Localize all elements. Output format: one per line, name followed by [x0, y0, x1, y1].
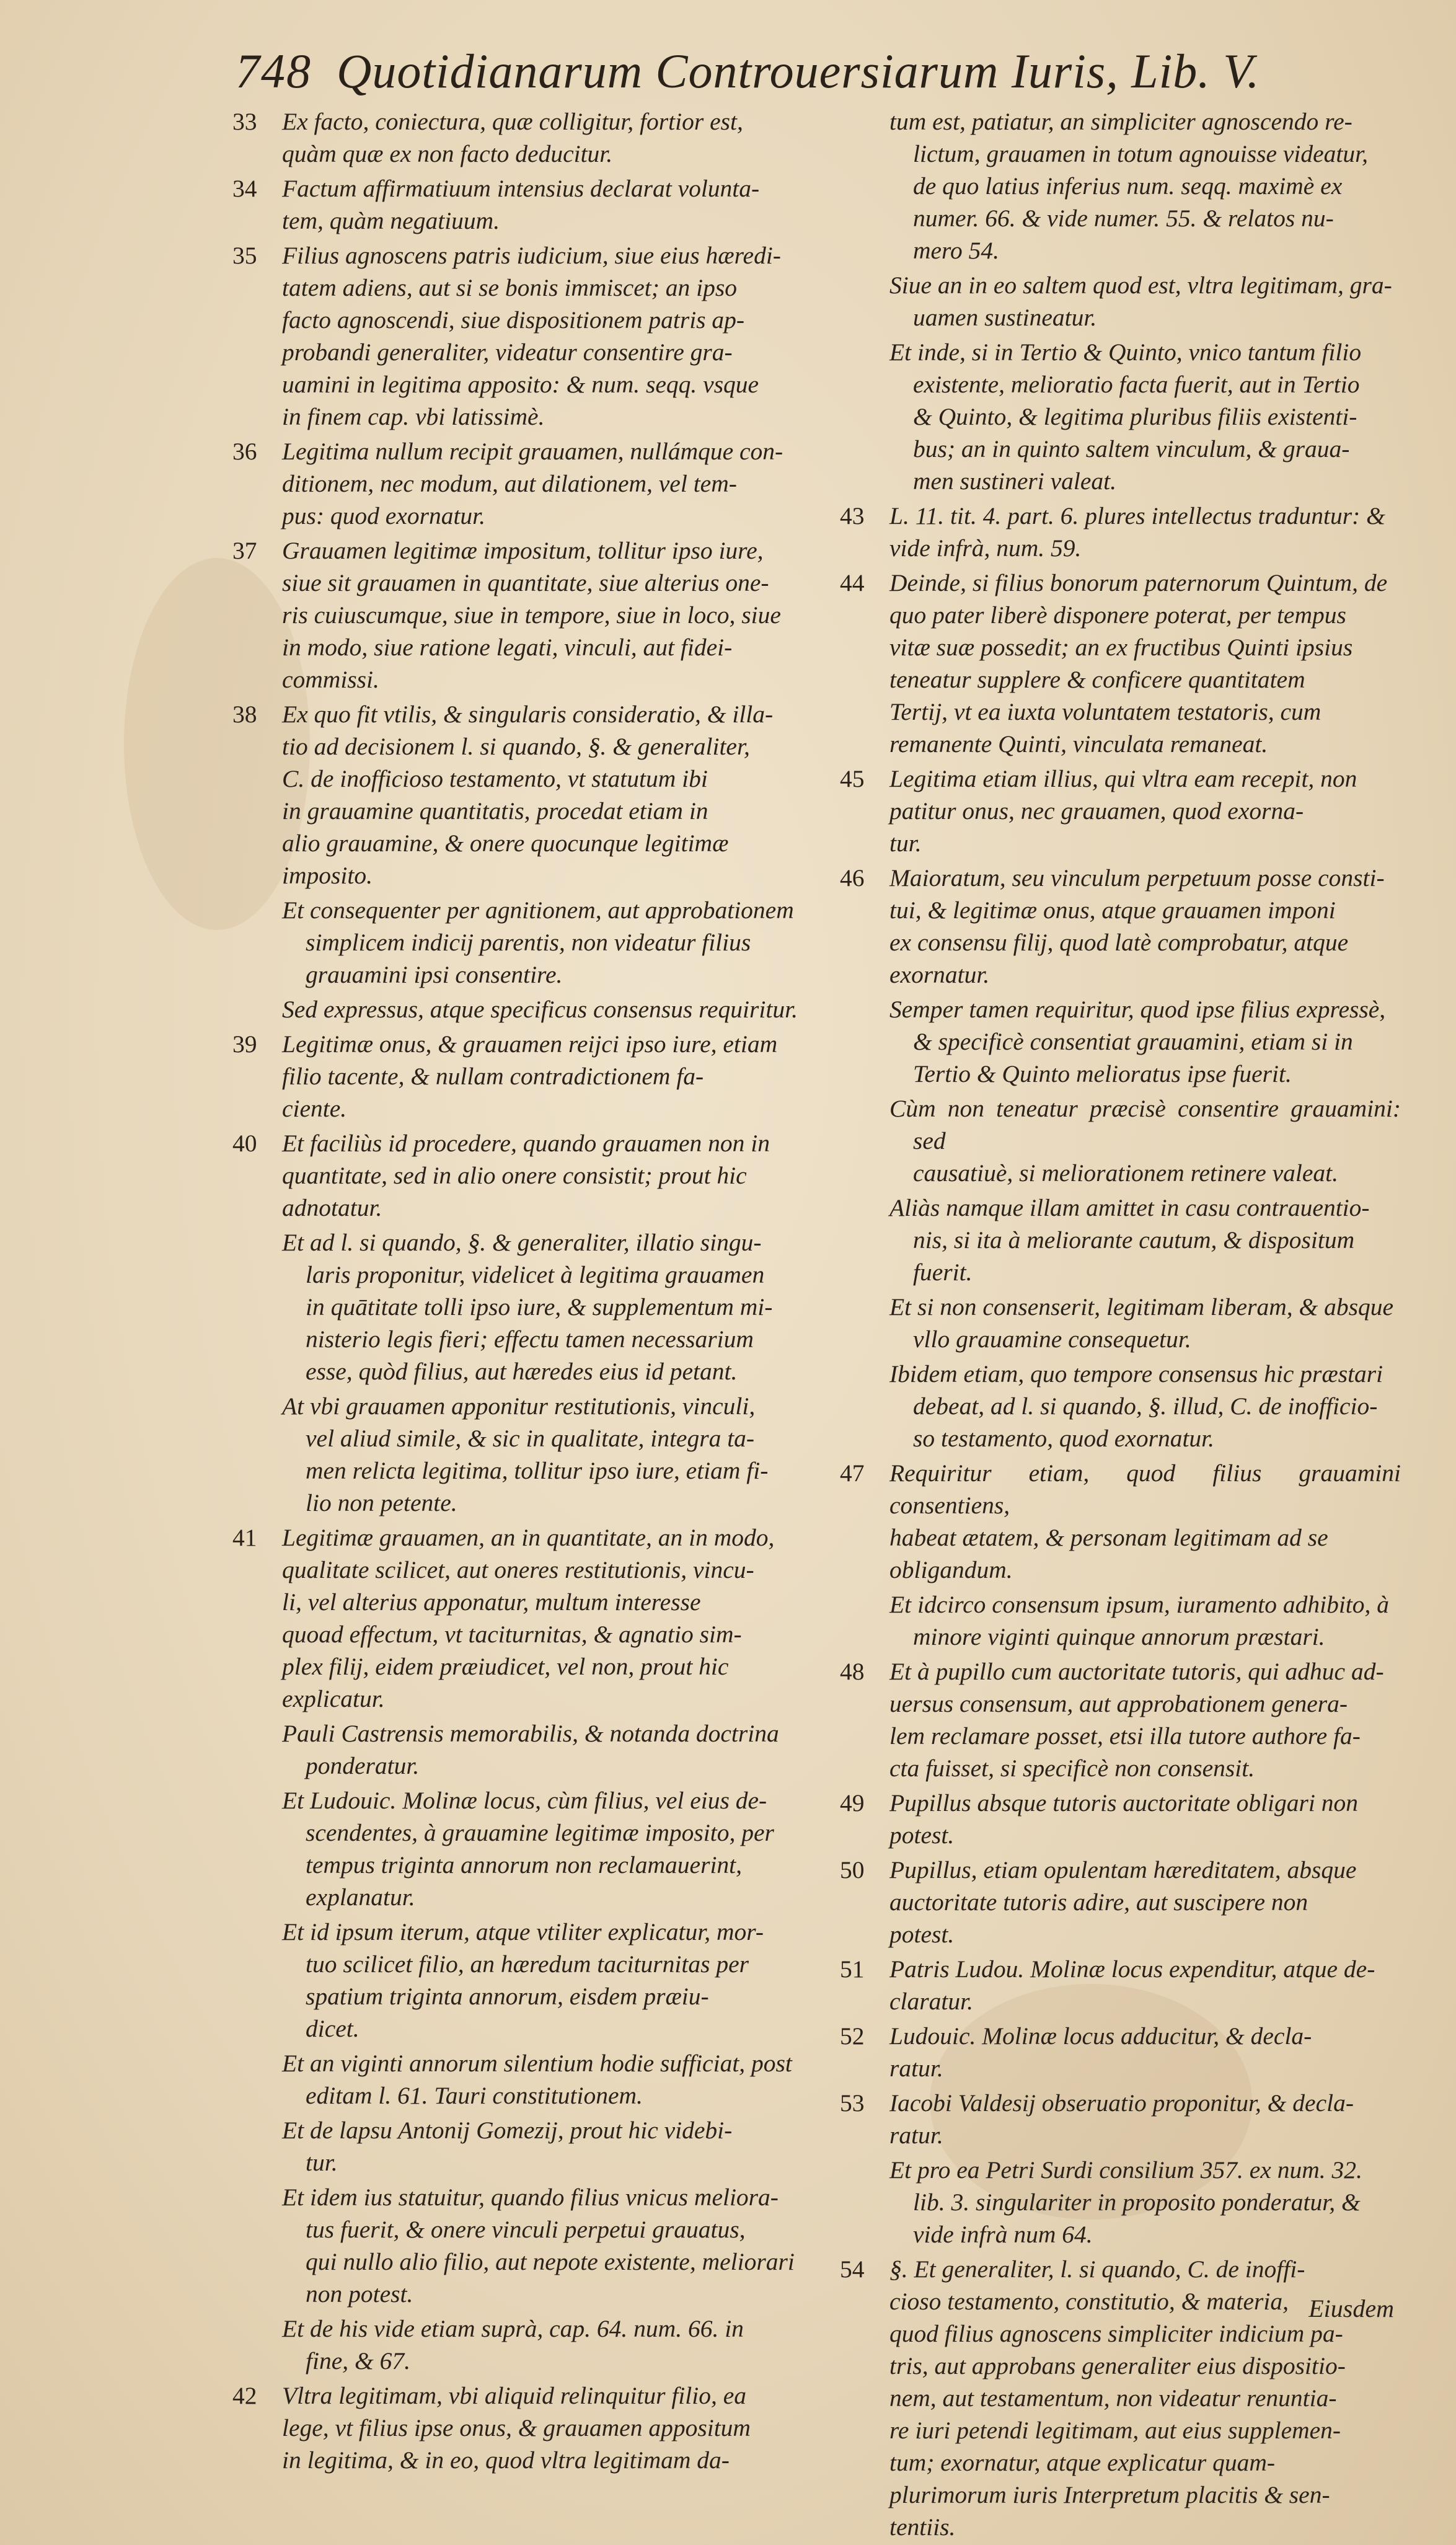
entry-text: Et Ludouic. Molinæ locus, cùm filius, vel eius de- scendentes, à grauamine legitimæ imposito, per tempus triginta annorum non reclamauerint, explanatur. [282, 1787, 774, 1911]
entry-number [232, 2313, 282, 2377]
entry-text: Semper tamen requiritur, quod ipse filius expressè, & specificè consentiat grauamini, etiam si in Tertio & Quinto melioratus ipse fuerit. [889, 996, 1386, 1087]
catchword: Eiusdem [1308, 2295, 1394, 2322]
entry-text: Et si non consenserit, legitimam liberam, & absque vllo grauamine consequetur. [889, 1293, 1393, 1353]
entry-text: Et inde, si in Tertio & Quinto, vnico tantum filio existente, melioratio facta fuerit, aut in Tertio & Quinto, & legitima pluribus filiis existenti- bus; an in quinto saltem vinculum, & graua- men sustineri valeat. [889, 339, 1362, 495]
entry-number [840, 1291, 889, 1355]
entry-text: Ex quo fit vtilis, & singularis consideratio, & illa- tio ad decisionem l. si quando, §. & generaliter, C. de inofficioso testamento, vt statutum ibi in grauamine quantitatis, procedat etiam in alio grauamine, & onere quocunque legitimæ imposito. [282, 701, 774, 889]
entry-text: Et consequenter per agnitionem, aut approbationem simplicem indicij parentis, non videatur filius grauamini ipsi consentire. [282, 896, 794, 988]
entry-text: Legitimæ grauamen, an in quantitate, an in modo, qualitate scilicet, aut oneres restitutionis, vincu- li, vel alterius apponatur, multum interesse quoad effectum, vt taciturnitas, & agnatio sim- plex filij, eidem præiudicet, vel non, prout hic explicatur. [282, 1524, 775, 1712]
entry-text: Legitima etiam illius, qui vltra eam recepit, non patitur onus, nec grauamen, quod exorna- tur. [889, 765, 1357, 857]
summary-entry [840, 862, 1401, 991]
summary-entry [232, 1127, 809, 1224]
entry-number [840, 1092, 889, 1189]
running-title: Quotidianarum Controuersiarum Iuris, Lib. V. [337, 44, 1260, 98]
entry-text: Iacobi Valdesij obseruatio proponitur, & decla- ratur. [889, 2089, 1354, 2149]
summary-entry [232, 1521, 809, 1715]
entry-text: L. 11. tit. 4. part. 6. plures intellectus traduntur: & vide infrà, num. 59. [889, 502, 1385, 562]
entry-text: Filius agnoscens patris iudicium, siue eius hæredi- tatem adiens, aut si se bonis immiscet; an ipso facto agnoscendi, siue dispositionem patris ap- probandi generaliter, videatur consentire gra- uamini in legitima apposito: & num. seqq. vsque in finem cap. vbi latissimè. [282, 242, 781, 430]
summary-entry [232, 993, 809, 1025]
entry-text: Maioratum, seu vinculum perpetuum posse consti- tui, & legitimæ onus, atque grauamen imponi ex consensu filij, quod latè comprobatur, atque exornatur. [889, 864, 1385, 988]
summary-entry [840, 1192, 1401, 1288]
entry-number: 33 [232, 108, 257, 135]
entry-text: Siue an in eo saltem quod est, vltra legitimam, gra- uamen sustineatur. [889, 272, 1392, 331]
entry-number [840, 2154, 889, 2251]
summary-entry [232, 698, 809, 892]
summary-entry [232, 105, 809, 170]
entry-number: 41 [232, 1524, 257, 1551]
summary-entry [840, 105, 1401, 267]
summary-entry [232, 2114, 809, 2179]
summary-entry [840, 763, 1401, 859]
summary-entry [232, 1028, 809, 1125]
entry-number [232, 1226, 282, 1388]
summary-entry [840, 1588, 1401, 1653]
entry-number: 35 [232, 242, 257, 269]
entry-number [232, 1916, 282, 2045]
summary-entry [232, 1916, 809, 2045]
entry-number [840, 1358, 889, 1454]
summary-entry [840, 269, 1401, 334]
entry-number [232, 1717, 282, 1782]
entry-text: Factum affirmatiuum intensius declarat volunta- tem, quàm negatiuum. [282, 175, 760, 234]
entry-number: 49 [840, 1789, 865, 1817]
summary-entry [232, 1226, 809, 1388]
entry-number: 46 [840, 864, 865, 892]
entry-number [840, 1588, 889, 1653]
summary-entry [840, 2154, 1401, 2251]
summary-entry [840, 1655, 1401, 1784]
entry-number [232, 894, 282, 991]
entry-number [840, 1192, 889, 1288]
entry-number [232, 2047, 282, 2112]
entry-text: Legitimæ onus, & grauamen reijci ipso iure, etiam filio tacente, & nullam contradictionem fa- ciente. [282, 1030, 778, 1122]
entry-text: tum est, patiatur, an simpliciter agnoscendo re- lictum, grauamen in totum agnouisse videatur, de quo latius inferius num. seqq. maximè ex numer. 66. & vide numer. 55. & relatos nu- mero 54. [889, 108, 1368, 264]
summary-entry [232, 2047, 809, 2112]
entry-text: Et an viginti annorum silentium hodie sufficiat, post editam l. 61. Tauri constitutionem. [282, 2050, 792, 2109]
summary-entry [840, 2020, 1401, 2084]
entry-text: Pauli Castrensis memorabilis, & notanda doctrina ponderatur. [282, 1720, 779, 1779]
summary-entry [232, 1717, 809, 1782]
entry-text: Et de lapsu Antonij Gomezij, prout hic videbi- tur. [282, 2117, 733, 2176]
summary-entry [232, 172, 809, 237]
entry-text: Et à pupillo cum auctoritate tutoris, qui adhuc ad- uersus consensum, aut approbationem genera- lem reclamare posset, etsi illa tutore authore fa- cta fuisset, si specificè non consensit. [889, 1658, 1384, 1782]
entry-text: Cùm non teneatur præcisè consentire grauamini: sed causatiuè, si meliorationem retinere valeat. [889, 1095, 1401, 1187]
left-column [232, 105, 809, 2479]
summary-entry [840, 993, 1401, 1090]
page-header [236, 43, 1289, 112]
summary-entry [232, 2181, 809, 2310]
entry-number: 38 [232, 701, 257, 728]
entry-text: Et pro ea Petri Surdi consilium 357. ex num. 32. lib. 3. singulariter in proposito ponderatur, & vide infrà num 64. [889, 2156, 1362, 2248]
right-column [840, 105, 1401, 2545]
entry-text: Pupillus, etiam opulentam hæreditatem, absque auctoritate tutoris adire, aut suscipere non potest. [889, 1856, 1357, 1948]
summary-entry [232, 239, 809, 433]
entry-number: 44 [840, 569, 865, 596]
entry-text: Deinde, si filius bonorum paternorum Quintum, de quo pater liberè disponere poterat, per tempus vitæ suæ possedit; an ex fructibus Quinti ipsius teneatur supplere & conficere quantitatem Tertij, vt ea iuxta voluntatem testatoris, cum remanente Quinti, vinculata remaneat. [889, 569, 1388, 758]
summary-entry [840, 567, 1401, 760]
summary-entry [232, 1390, 809, 1519]
summary-entry [232, 2379, 809, 2476]
entry-text: Legitima nullum recipit grauamen, nullámque con- ditionem, nec modum, aut dilationem, vel tem- pus: quod exornatur. [282, 438, 783, 529]
entry-number: 39 [232, 1030, 257, 1058]
entry-text: Grauamen legitimæ impositum, tollitur ipso iure, siue sit grauamen in quantitate, siue alterius one- ris cuiuscumque, siue in tempore, siue in loco, siue in modo, siue ratione legati, vinculi, aut fidei- commissi. [282, 537, 781, 693]
entry-text: Sed expressus, atque specificus consensus requiritur. [282, 996, 798, 1023]
entry-number: 48 [840, 1658, 865, 1685]
summary-entry [840, 1953, 1401, 2017]
summary-entry [840, 1787, 1401, 1851]
entry-number [840, 336, 889, 497]
entry-text: Et idem ius statuitur, quando filius vnicus meliora- tus fuerit, & onere vinculi perpetui grauatus, qui nullo alio filio, aut nepote existente, meliorari non potest. [282, 2184, 795, 2308]
entry-number: 52 [840, 2022, 865, 2050]
entry-text: Ex facto, coniectura, quæ colligitur, fortior est, quàm quæ ex non facto deducitur. [282, 108, 743, 167]
entry-text: Et id ipsum iterum, atque vtiliter explicatur, mor- tuo scilicet filio, an hæredum taciturnitas per spatium triginta annorum, eisdem præiu- dicet. [282, 1918, 764, 2042]
entry-text: Et idcirco consensum ipsum, iuramento adhibito, à minore viginti quinque annorum præstari. [889, 1591, 1390, 1650]
entry-number: 45 [840, 765, 865, 792]
entry-text: Et faciliùs id procedere, quando grauamen non in quantitate, sed in alio onere consistit; prout hic adnotatur. [282, 1130, 770, 1221]
entry-text: Et ad l. si quando, §. & generaliter, illatio singu- laris proponitur, videlicet à legitima grauamen in quātitate tolli ipso iure, & supplementum mi- nisterio legis fieri; effectu tamen necessarium esse, quòd filius, aut hæredes eius id petant. [282, 1229, 773, 1385]
summary-entry [232, 435, 809, 532]
entry-text: Vltra legitimam, vbi aliquid relinquitur filio, ea lege, vt filius ipse onus, & grauamen appositum in legitima, & in eo, quod vltra legitimam da- [282, 2382, 751, 2474]
entry-text: Aliàs namque illam amittet in casu contrauentio- nis, si ita à meliorante cautum, & dispositum fuerit. [889, 1194, 1370, 1286]
summary-entry [840, 1358, 1401, 1454]
entry-number: 36 [232, 438, 257, 465]
entry-text: Requiritur etiam, quod filius grauamini consentiens, habeat ætatem, & personam legitimam ad se obligandum. [889, 1459, 1401, 1583]
entry-number [232, 2114, 282, 2179]
entry-number [232, 1390, 282, 1519]
entry-text: Pupillus absque tutoris auctoritate obligari non potest. [889, 1789, 1358, 1849]
summary-entry [232, 894, 809, 991]
entry-number [840, 269, 889, 334]
page-number: 748 [236, 44, 312, 98]
summary-entry [840, 1092, 1401, 1189]
entry-text: Ibidem etiam, quo tempore consensus hic præstari debeat, ad l. si quando, §. illud, C. de inofficio- so testamento, quod exornatur. [889, 1360, 1383, 1452]
entry-text: Et de his vide etiam suprà, cap. 64. num. 66. in fine, & 67. [282, 2315, 744, 2375]
entry-number [840, 105, 889, 267]
entry-text: Patris Ludou. Molinæ locus expenditur, atque de- claratur. [889, 1955, 1375, 2015]
entry-number [232, 993, 282, 1025]
summary-entry [840, 1854, 1401, 1950]
entry-text: §. Et generaliter, l. si quando, C. de inoffi- cioso testamento, constitutio, & materia, quod filius agnoscens simpliciter indicium pa- tris, aut approbans generaliter eius dispositio- nem, aut testamentum, non videatur renuntia- re iuri petendi legitimam, aut eius supplemen- tum; exornatur, atque explicatur quam- plurimorum iuris Interpretum placitis & sen- tentiis. [889, 2255, 1346, 2541]
entry-number: 54 [840, 2255, 865, 2283]
entry-number: 53 [840, 2089, 865, 2117]
entry-number: 34 [232, 175, 257, 202]
entry-number [232, 1784, 282, 1913]
summary-entry [232, 2313, 809, 2377]
summary-entry [840, 500, 1401, 564]
entry-text: At vbi grauamen apponitur restitutionis, vinculi, vel aliud simile, & sic in qualitate, integra ta- men relicta legitima, tollitur ipso iure, etiam fi- lio non petente. [282, 1392, 769, 1516]
entry-number: 40 [232, 1130, 257, 1157]
entry-number: 42 [232, 2382, 257, 2409]
entry-number: 50 [840, 1856, 865, 1883]
entry-number: 43 [840, 502, 865, 529]
entry-number [840, 993, 889, 1090]
entry-number: 37 [232, 537, 257, 564]
entry-number: 51 [840, 1955, 865, 1983]
summary-entry [232, 534, 809, 696]
summary-entry [840, 1291, 1401, 1355]
summary-entry [840, 336, 1401, 497]
summary-entry [232, 1784, 809, 1913]
summary-entry [840, 1457, 1401, 1586]
summary-entry [840, 2087, 1401, 2151]
entry-number: 47 [840, 1459, 865, 1487]
entry-number [232, 2181, 282, 2310]
entry-text: Ludouic. Molinæ locus adducitur, & decla- ratur. [889, 2022, 1312, 2082]
